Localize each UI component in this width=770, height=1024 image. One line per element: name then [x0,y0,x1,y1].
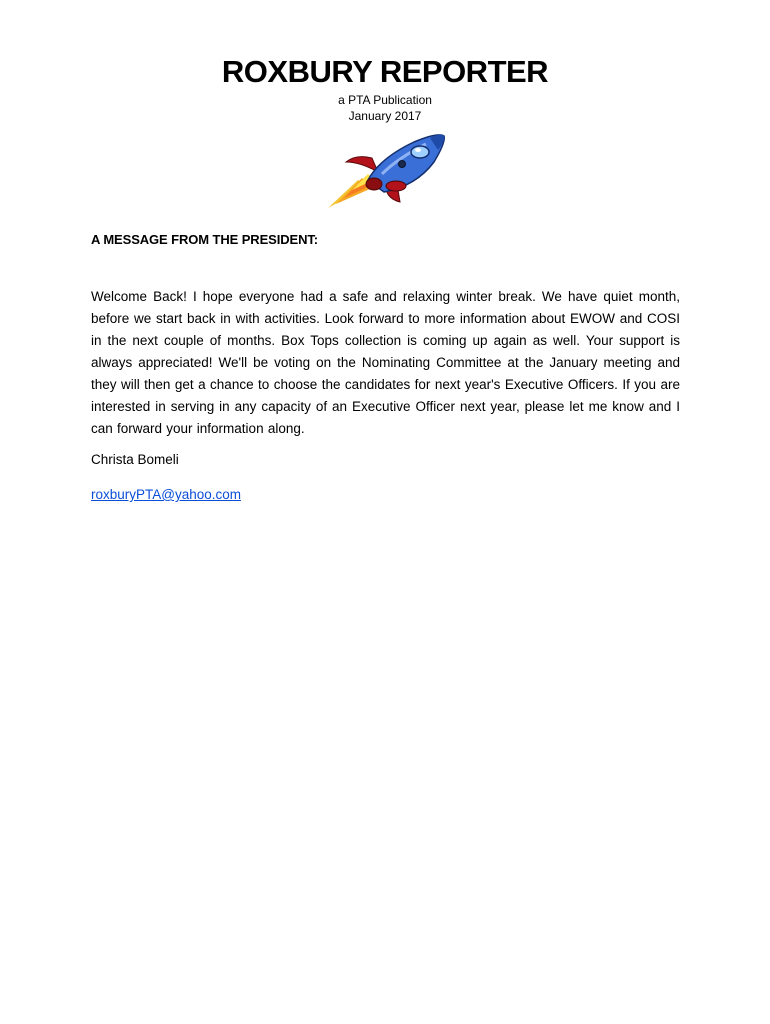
newsletter-title: ROXBURY REPORTER [221,54,549,89]
section-heading: A MESSAGE FROM THE PRESIDENT: [91,232,319,247]
signature: Christa Bomeli [91,452,179,467]
publication-subtitle: a PTA Publication [338,93,432,107]
president-message: Welcome Back! I hope everyone had a safe and relaxing winter break. We have quiet month, before we start back in with activities. Look forward to more information about EWOW and COSI in the next couple of months. Box Tops collection is coming up again as well. Your support is always appreciated! We'll be voting on the Nominating Committee at the January meeting and they will then get a chance to choose the candidates for next year's Executive Officers. If you are interested in serving in any capacity of an Executive Officer next year, please let me know and I can forward your information along. [91,289,680,436]
issue-date: January 2017 [348,109,422,123]
rocket-icon [322,128,450,212]
email-link[interactable]: roxburyPTA@yahoo.com [91,487,242,502]
masthead [0,52,770,124]
